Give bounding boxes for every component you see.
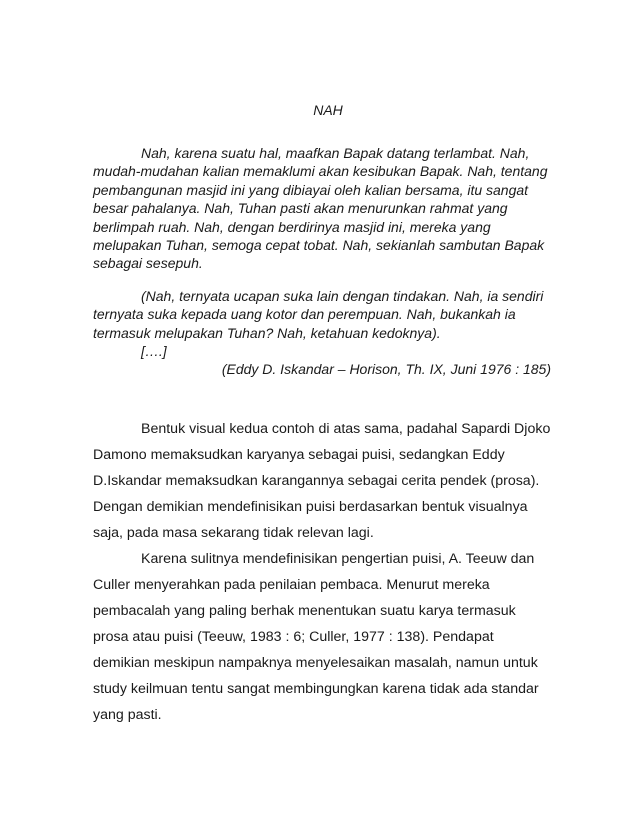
quote-paragraph-1: Nah, karena suatu hal, maafkan Bapak datang terlambat. Nah, mudah-mudahan kalian memaklumi akan kesibukan Bapak. Nah, tentang pembangunan masjid ini yang dibiayai oleh kalian bersama, itu sangat besar pahalanya. Nah, Tuhan pasti akan menurunkan rahmat yang berlimpah ruah. Nah, dengan berdirinya masjid ini, mereka yang melupakan Tuhan, semoga cepat tobat. Nah, sekianlah sambutan Bapak sebagai sesepuh. <box>93 145 548 272</box>
document-page <box>93 100 553 728</box>
quote-citation: (Eddy D. Iskandar – Horison, Th. IX, Juni 1976 : 185) <box>221 361 551 378</box>
quote-ellipsis: [….] <box>141 343 167 360</box>
poem-title: NAH <box>313 102 343 118</box>
body-paragraph-1: Bentuk visual kedua contoh di atas sama, padahal Sapardi Djoko Damono memaksudkan karyanya sebagai puisi, sedangkan Eddy D.Iskandar memaksudkan karangannya sebagai cerita pendek (prosa). Dengan demikian mendefinisikan puisi berdasarkan bentuk visualnya saja, pada masa sekarang tidak relevan lagi. <box>93 421 551 542</box>
quote-paragraph-2: (Nah, ternyata ucapan suka lain dengan tindakan. Nah, ia sendiri ternyata suka kepada uang kotor dan perempuan. Nah, bukankah ia termasuk melupakan Tuhan? Nah, ketahuan kedoknya). <box>93 287 544 341</box>
body-paragraph-2: Karena sulitnya mendefinisikan pengertian puisi, A. Teeuw dan Culler menyerahkan pada penilaian pembaca. Menurut mereka pembacalah yang paling berhak menentukan suatu karya termasuk prosa atau puisi (Teeuw, 1983 : 6; Culler, 1977 : 138). Pendapat demikian meskipun nampaknya menyelesaikan masalah, namun untuk study keilmuan tentu sangat membingungkan karena tidak ada standar yang pasti. <box>93 551 539 724</box>
